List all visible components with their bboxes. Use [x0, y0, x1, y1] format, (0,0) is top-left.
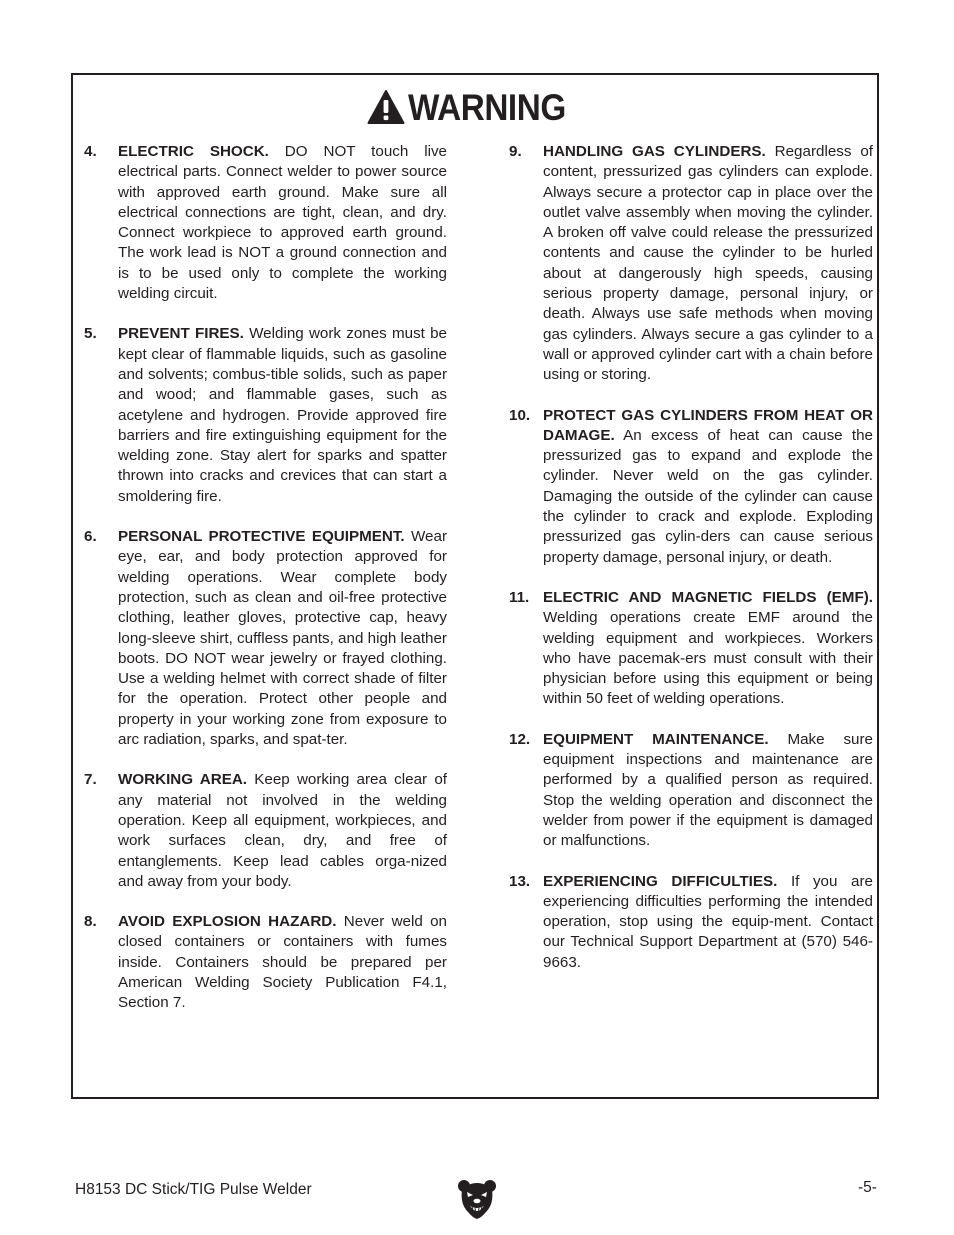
item-number: 13. — [509, 872, 531, 890]
item-number: 5. — [84, 325, 97, 343]
page-number: -5- — [858, 1179, 877, 1196]
item-body: Never weld on closed containers or containers with fumes inside. Containers should be prepared per American Welding Society Publication F4.1, Section 7. — [118, 913, 447, 1012]
item-body: DO NOT touch live electrical parts. Connect welder to power source with approved earth ground. Make sure all electrical connections are tight, clean, and dry. Connect workpiece to approved earth ground. The work lead is NOT a ground connection and is to be used only to complete the working welding circuit. — [118, 143, 447, 303]
warning-item-8 — [84, 912, 447, 1013]
warning-item-12 — [509, 730, 873, 852]
item-text — [543, 406, 873, 568]
item-heading: AVOID EXPLOSION HAZARD. — [118, 913, 337, 931]
left-column — [84, 142, 447, 1034]
item-heading: EXPERIENCING DIFFICULTIES. — [543, 872, 778, 890]
item-text — [118, 912, 447, 1013]
item-text — [118, 142, 447, 304]
item-number: 4. — [84, 143, 97, 160]
item-text — [118, 770, 447, 892]
item-heading: EQUIPMENT MAINTENANCE. — [543, 730, 769, 748]
item-text — [118, 527, 447, 750]
warning-triangle-icon — [367, 89, 405, 125]
warning-header — [73, 85, 877, 129]
warning-item-13 — [509, 872, 873, 973]
warning-item-5 — [84, 324, 447, 507]
item-number: 7. — [84, 771, 97, 789]
item-body: Welding operations create EMF around the welding equipment and workpieces. Workers who have pacemak-ers must consult with their physician before using this equipment or being within 50 feet of welding operations. — [543, 609, 873, 708]
item-heading: HANDLING GAS CYLINDERS. — [543, 143, 766, 160]
item-body: If you are experiencing difficulties performing the intended operation, stop using the equip-ment. Contact our Technical Support Department at (570) 546-9663. — [543, 872, 873, 971]
item-heading: ELECTRIC AND MAGNETIC FIELDS (EMF). — [543, 588, 873, 606]
warning-item-7 — [84, 770, 447, 892]
item-body: Keep working area clear of any material not involved in the welding operation. Keep all equipment, workpieces, and work surfaces clean, dry, and free of entanglements. Keep lead cables orga-nized and away from your body. — [118, 771, 447, 890]
item-heading: WORKING AREA. — [118, 771, 248, 789]
item-number: 11. — [509, 588, 530, 606]
warning-item-11 — [509, 588, 873, 710]
bear-head-logo-icon — [456, 1178, 498, 1225]
warning-item-9 — [509, 142, 873, 386]
item-text — [543, 730, 873, 852]
warning-item-4 — [84, 142, 447, 304]
item-text — [118, 324, 447, 507]
warning-box — [71, 73, 879, 1099]
item-number: 9. — [509, 143, 522, 160]
footer-model: H8153 DC Stick/TIG Pulse Welder — [75, 1181, 312, 1198]
item-heading: ELECTRIC SHOCK. — [118, 143, 269, 160]
item-heading: PERSONAL PROTECTIVE EQUIPMENT. — [118, 528, 405, 546]
item-heading: PROTECT GAS CYLINDERS FROM HEAT OR DAMAGE. — [543, 406, 873, 444]
item-text — [543, 142, 873, 386]
warning-title: WARNING — [407, 86, 566, 128]
item-text — [543, 588, 873, 710]
item-body: Wear eye, ear, and body protection approved for welding operations. Wear complete body protection, such as clean and oil-free protective clothing, leather gloves, protective cap, heavy long-sleeve shirt, cuffless pants, and high leather boots. DO NOT wear jewelry or frayed clothing. Use a welding helmet with correct shade of filter for the operation. Protect other people and property in your working zone from exposure to arc radiation, sparks, and spat-ter. — [118, 528, 448, 749]
item-number: 10. — [509, 406, 531, 424]
warning-item-6 — [84, 527, 447, 750]
item-number: 6. — [84, 528, 97, 546]
item-number: 8. — [84, 913, 97, 931]
warning-item-10 — [509, 406, 873, 568]
item-text — [543, 872, 873, 973]
item-body: Make sure equipment inspections and maintenance are performed by a qualified person as required. Stop the welding operation and disconnect the welder from power if the equipment is damaged or malfunctions. — [543, 730, 873, 850]
item-heading: PREVENT FIRES. — [118, 325, 244, 343]
item-body: Regardless of content, pressurized gas cylinders can explode. Always secure a protector cap in place over the outlet valve assembly when moving the cylinder. A broken off valve could release the pressurized contents and cause the cylinder to be hurled about at dangerously high speeds, causing serious property damage, personal injury, or death. Always use safe methods when moving gas cylinders. Always secure a gas cylinder to a wall or approved cylinder cart with a chain before using or storing. — [543, 143, 873, 384]
right-column — [509, 142, 873, 993]
item-number: 12. — [509, 730, 531, 748]
item-body: Welding work zones must be kept clear of flammable liquids, such as gasoline and solvents; combus-tible solids, such as paper and wood; and flammable gases, such as acetylene and hydrogen. Provide approved fire barriers and fire extinguishing equipment for the welding zone. Stay alert for sparks and spatter thrown into cracks and crevices that can start a smoldering fire. — [118, 325, 447, 505]
item-body: An excess of heat can cause the pressurized gas to expand and explode the cylinder. Never weld on the gas cylinder. Damaging the outside of the cylinder can cause the cylinder to crack and explode. Exploding pressurized gas cylin-ders can cause serious property damage, personal injury, or death. — [543, 426, 873, 566]
